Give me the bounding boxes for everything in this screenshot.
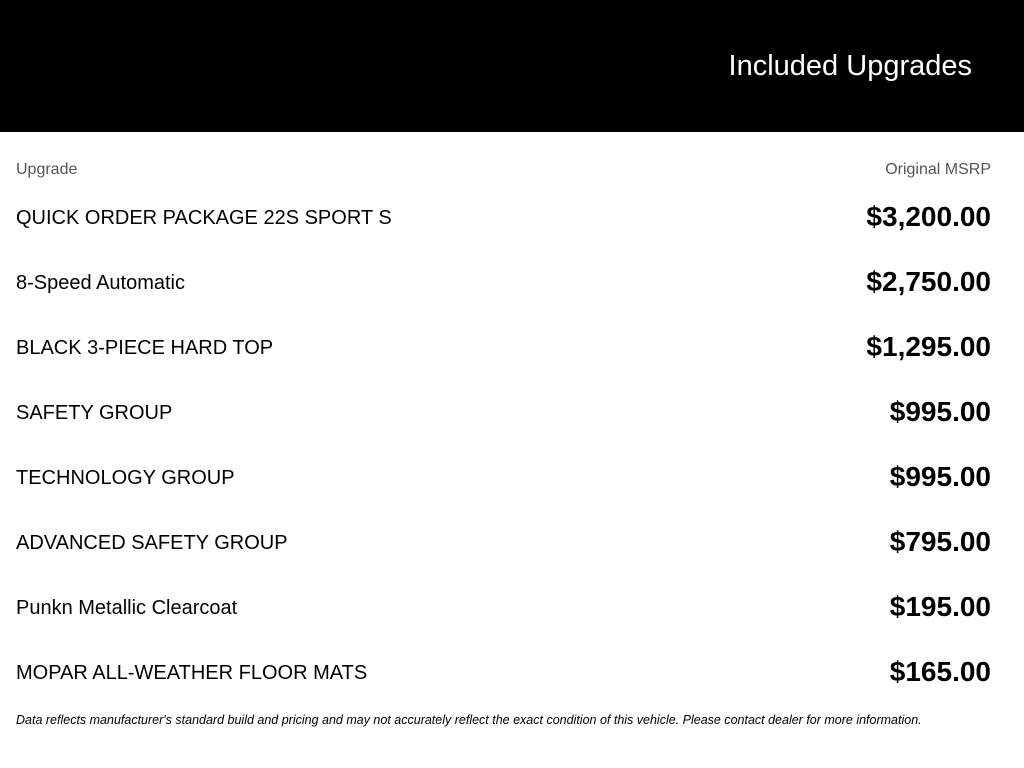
column-header-msrp: Original MSRP: [885, 161, 991, 178]
upgrade-row: [16, 575, 991, 640]
upgrade-name: BLACK 3-PIECE HARD TOP: [16, 337, 274, 359]
upgrade-row: [16, 185, 991, 250]
upgrade-row: [16, 640, 991, 705]
upgrade-row: [16, 380, 991, 445]
upgrade-name: ADVANCED SAFETY GROUP: [16, 532, 288, 554]
upgrade-name: TECHNOLOGY GROUP: [16, 467, 235, 489]
upgrade-row: [16, 315, 991, 380]
upgrade-price: $2,750.00: [866, 266, 991, 297]
upgrade-name: 8-Speed Automatic: [16, 272, 185, 294]
upgrade-price: $995.00: [889, 461, 991, 492]
upgrades-list: [16, 185, 991, 705]
upgrade-row: [16, 510, 991, 575]
upgrade-price: $165.00: [889, 656, 991, 687]
disclaimer-text: Data reflects manufacturer's standard build and pricing and may not accurately reflect the exact condition of this vehicle. Please contact dealer for more information.: [16, 713, 922, 727]
upgrade-name: Punkn Metallic Clearcoat: [16, 597, 238, 619]
upgrade-price: $3,200.00: [866, 201, 991, 232]
upgrade-name: SAFETY GROUP: [16, 402, 173, 424]
upgrade-price: $1,295.00: [866, 331, 991, 362]
page-title: Included Upgrades: [728, 50, 972, 82]
upgrade-row: [16, 445, 991, 510]
upgrade-name: MOPAR ALL-WEATHER FLOOR MATS: [16, 662, 368, 684]
upgrade-price: $995.00: [889, 396, 991, 427]
upgrade-price: $795.00: [889, 526, 991, 557]
upgrade-row: [16, 250, 991, 315]
upgrade-price: $195.00: [889, 591, 991, 622]
upgrade-name: QUICK ORDER PACKAGE 22S SPORT S: [16, 207, 392, 229]
column-header-upgrade: Upgrade: [16, 161, 78, 178]
header-bar: [0, 0, 1024, 132]
